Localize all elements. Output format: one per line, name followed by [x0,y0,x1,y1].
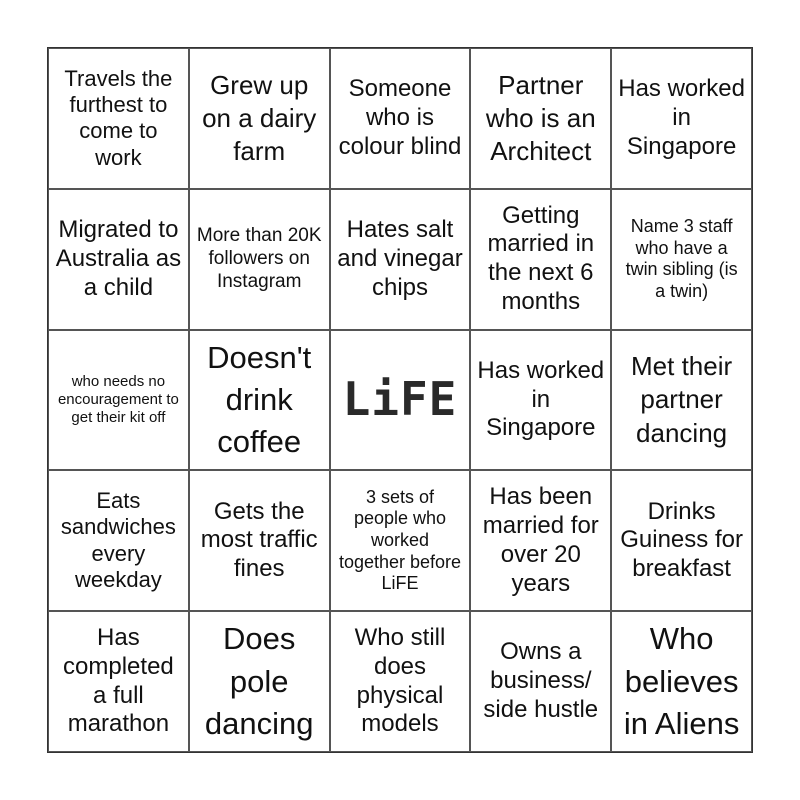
cell-text: Someone who is colour blind [338,75,462,160]
cell-text: Grew up on a dairy farm [202,69,317,167]
cell-text: Who believes in Aliens [623,621,740,741]
bingo-cell[interactable] [48,470,189,611]
cell-text: Met their partner dancing [631,351,733,448]
bingo-cell[interactable] [189,611,330,752]
cell-text: 3 sets of people who worked together before LiFE [338,486,462,594]
bingo-cell[interactable] [189,48,330,189]
bingo-cell[interactable] [611,611,752,752]
bingo-cell[interactable] [611,330,752,471]
bingo-cell[interactable] [470,48,611,189]
bingo-cell[interactable] [48,48,189,189]
cell-text: Eats sandwiches every weekday [60,488,176,593]
bingo-cell[interactable] [330,48,471,189]
cell-text: Who still does physical models [354,624,446,738]
cell-text: Getting married in the next 6 months [487,201,595,315]
bingo-cell[interactable] [48,330,189,471]
bingo-cell[interactable] [330,470,471,611]
cell-text: Hates salt and vinegar chips [337,216,463,301]
life-logo: LiFE [342,372,458,427]
cell-text: Has completed a full marathon [63,624,174,738]
bingo-cell[interactable] [611,470,752,611]
bingo-cell[interactable] [470,470,611,611]
bingo-cell[interactable] [189,189,330,330]
cell-text: Has worked in Singapore [618,75,745,160]
cell-text: Name 3 staff who have a twin sibling (is a twin) [625,216,738,301]
bingo-cell[interactable] [470,330,611,471]
cell-text: Has been married for over 20 years [482,483,599,597]
bingo-cell[interactable] [470,611,611,752]
cell-text: Partner who is an Architect [485,69,596,167]
cell-text: Doesn't drink coffee [207,339,312,460]
cell-text: Drinks Guiness for breakfast [620,497,743,583]
bingo-cell[interactable] [611,189,752,330]
cell-text: Gets the most traffic fines [200,497,318,583]
bingo-cell[interactable] [48,189,189,330]
bingo-cell[interactable] [611,48,752,189]
cell-text: Migrated to Australia as a child [55,216,182,301]
cell-text: who needs no encouragement to get their kit off [57,372,179,426]
cell-text: Has worked in Singapore [477,356,605,442]
bingo-cell[interactable] [470,189,611,330]
cell-text: Owns a business/ side hustle [483,638,599,723]
bingo-card [47,47,753,753]
bingo-cell[interactable] [330,611,471,752]
cell-text: More than 20K followers on Instagram [196,225,322,292]
bingo-cell[interactable] [48,611,189,752]
bingo-cell[interactable] [330,189,471,330]
cell-text: Does pole dancing [204,621,314,741]
free-space-logo[interactable] [330,330,471,471]
bingo-cell[interactable] [189,330,330,471]
cell-text: Travels the furthest to come to work [64,65,173,170]
bingo-cell[interactable] [189,470,330,611]
